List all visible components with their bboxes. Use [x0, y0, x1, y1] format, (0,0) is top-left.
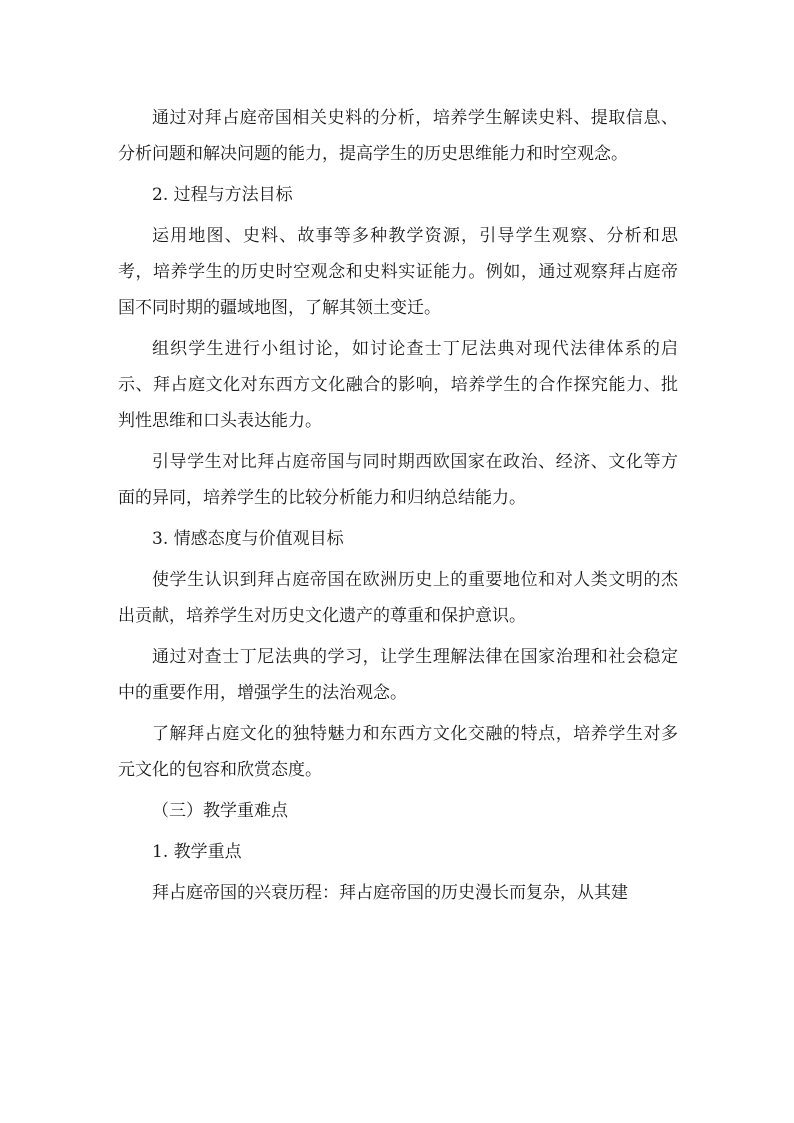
heading-key-difficult-points: （三）教学重难点 [152, 801, 288, 821]
paragraph-teaching-resources: 运用地图、史料、故事等多种教学资源，引导学生观察、分析和思考，培养学生的历史时空观念和史料实证能力。例如，通过观察拜占庭帝国不同时期的疆域地图，了解其领土变迁。 [118, 226, 678, 318]
paragraph-analysis-ability: 通过对拜占庭帝国相关史料的分析，培养学生解读史料、提取信息、分析问题和解决问题的能力，提高学生的历史思维能力和时空观念。 [118, 108, 678, 164]
paragraph-culture-fusion: 了解拜占庭文化的独特魅力和东西方文化交融的特点，培养学生对多元文化的包容和欣赏态度。 [118, 724, 678, 780]
paragraph-rise-and-fall: 拜占庭帝国的兴衰历程：拜占庭帝国的历史漫长而复杂，从其建 [152, 883, 628, 903]
heading-teaching-focus: 1. 教学重点 [152, 842, 242, 862]
heading-emotion-values: 3. 情感态度与价值观目标 [152, 529, 344, 549]
paragraph-comparison: 引导学生对比拜占庭帝国与同时期西欧国家在政治、经济、文化等方面的异同，培养学生的比较分析能力和归纳总结能力。 [118, 452, 678, 508]
paragraph-justinian-code: 通过对查士丁尼法典的学习，让学生理解法律在国家治理和社会稳定中的重要作用，增强学生的法治观念。 [118, 647, 678, 703]
heading-process-method: 2. 过程与方法目标 [152, 185, 293, 205]
paragraph-group-discussion: 组织学生进行小组讨论，如讨论查士丁尼法典对现代法律体系的启示、拜占庭文化对东西方文化融合的影响，培养学生的合作探究能力、批判性思维和口头表达能力。 [118, 339, 678, 431]
paragraph-historical-status: 使学生认识到拜占庭帝国在欧洲历史上的重要地位和对人类文明的杰出贡献，培养学生对历史文化遗产的尊重和保护意识。 [118, 570, 678, 626]
document-body [118, 100, 678, 916]
